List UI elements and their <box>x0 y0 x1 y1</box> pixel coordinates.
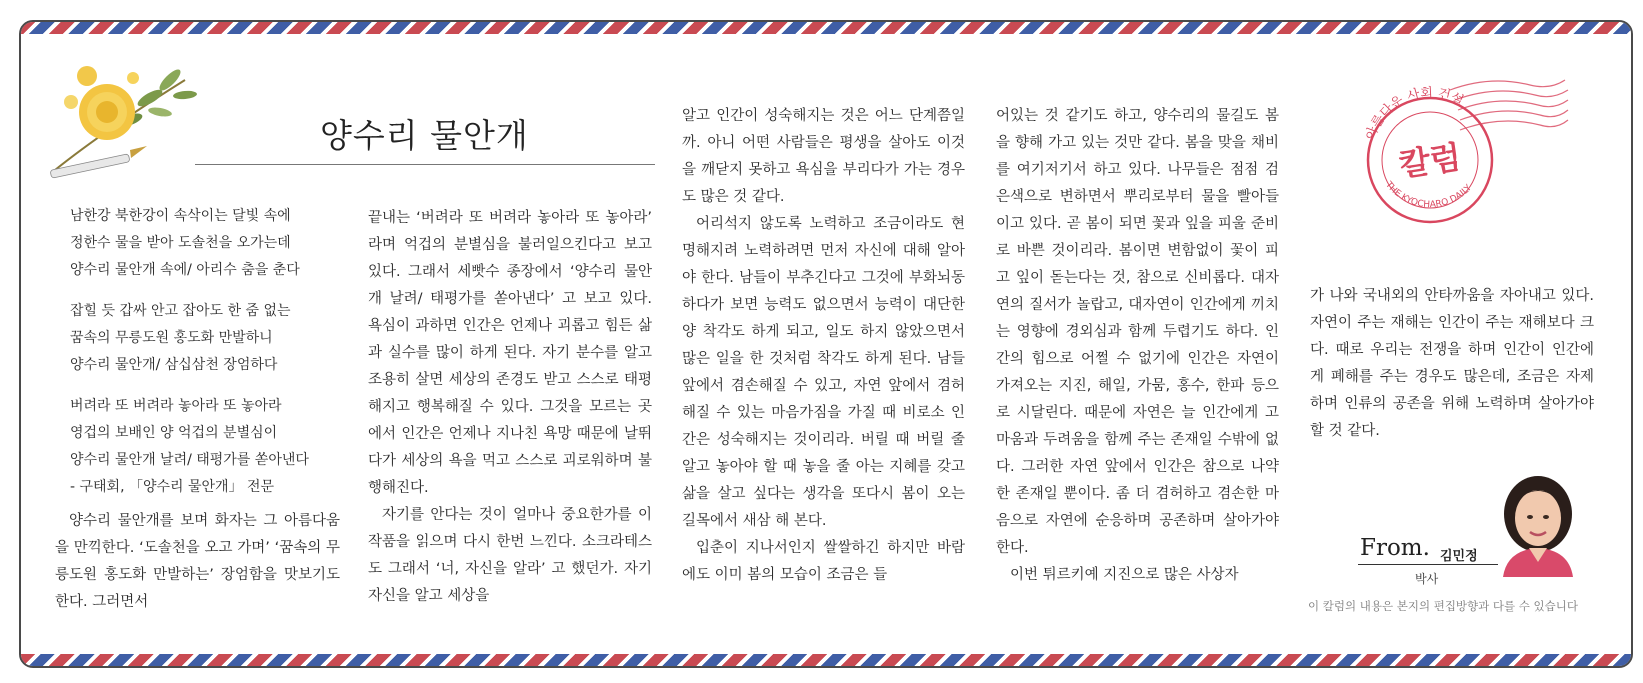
author-name: 김민정 <box>1440 549 1478 564</box>
article-column-2 <box>368 205 652 610</box>
poem-block <box>70 203 340 515</box>
body-paragraph: 끝내는 ‘버려라 또 버려라 놓아라 또 놓아라’ 라며 억겁의 분별심을 불러일으킨다고 보고 있다. 그래서 세빳수 종장에서 ‘양수리 물안개 날려/ 태평가를 쏟아낸다’ 고 보고 있다. 욕심이 과하면 인간은 언제나 괴롭고 힘든 삶과 실수를 많이 하게 된다. 자기 분수를 알고 조용히 살면 세상의 존경도 받고 스스로 태평해지고 행복해질 수 있다. 그것을 모르는 곳에서 인간은 언제나 지나친 욕망 때문에 날뛰다가 세상의 욕을 먹고 스스로 괴로워하며 불행해진다. <box>368 210 652 496</box>
body-paragraph: 알고 인간이 성숙해지는 것은 어느 단계쯤일까. 아니 어떤 사람들은 평생을 살아도 이것을 깨닫지 못하고 욕심을 부리다가 가는 경우도 많은 것 같다. <box>682 108 965 205</box>
poem-stanza <box>70 393 340 501</box>
body-paragraph: 어리석지 않도록 노력하고 조금이라도 현명해지려 노력하려면 먼저 자신에 대해 알아야 한다. 남들이 부추긴다고 그것에 부화뇌동하다가 보면 능력도 없으면서 능력이 대단한 양 착각도 하게 되고, 일도 하지 않았으면서 많은 일을 한 것처럼 착각도 하게 된다. 남들 앞에서 겸손해질 수 있고, 자연 앞에서 겸허해질 수 있는 마음가짐을 가질 때 비로소 인간은 성숙해지는 것이리라. 버릴 때 버릴 줄 알고 놓아야 할 때 놓을 줄 아는 지혜를 갖고 삶을 살고 싶다는 생각을 또다시 봄이 오는 길목에서 새삼 해 본다. <box>682 216 965 529</box>
poem-line: 꿈속의 무릉도원 홍도화 만발하니 <box>70 330 273 346</box>
body-paragraph: 이번 튀르키예 지진으로 많은 사상자 <box>1010 567 1239 583</box>
flower-pen-illustration <box>35 50 205 185</box>
poem-line: 남한강 북한강이 속삭이는 달빛 속에 <box>70 208 291 224</box>
stamp-arc-top: 아름다운 사회 건설 <box>1363 85 1466 142</box>
byline-rule <box>1358 564 1498 565</box>
article-column-3 <box>682 103 965 589</box>
poem-line: 버려라 또 버려라 놓아라 또 놓아라 <box>70 398 282 414</box>
article-column-4 <box>996 103 1279 589</box>
from-label: From. <box>1360 535 1430 561</box>
title-underline <box>195 164 655 165</box>
editorial-disclaimer: 이 칼럼의 내용은 본지의 편집방향과 다를 수 있습니다 <box>1308 599 1578 613</box>
poem-line: 양수리 물안개/ 삼십삼천 장엄하다 <box>70 357 278 373</box>
body-paragraph: 양수리 물안개를 보며 화자는 그 아름다움을 만끽한다. ‘도솔천을 오고 가며’ ‘꿈속의 무릉도원 홍도화 만발하는’ 장엄함을 맛보기도 한다. 그러면서 <box>55 513 340 610</box>
poem-stanza <box>70 203 340 284</box>
poem-line: 양수리 물안개 날려/ 태평가를 쏟아낸다 <box>70 452 309 468</box>
poem-source: - 구태회, 「양수리 물안개」 전문 <box>70 479 275 495</box>
poem-line: 잡힐 듯 갑싸 안고 잡아도 한 줌 없는 <box>70 303 291 319</box>
poem-stanza <box>70 298 340 379</box>
body-paragraph: 가 나와 국내외의 안타까움을 자아내고 있다. 자연이 주는 재해는 인간이 주는 재해보다 크다. 때로 우리는 전쟁을 하며 인간이 인간에게 폐해를 주는 경우도 많은데, 조금은 자제하며 인류의 공존을 위해 노력하며 살아가야 할 것 같다. <box>1310 288 1594 439</box>
stamp-center-label: 칼럼 <box>1396 137 1464 185</box>
body-paragraph: 어있는 것 같기도 하고, 양수리의 물길도 봄을 향해 가고 있는 것만 같다. 봄을 맞을 채비를 여기저기서 하고 있다. 나무들은 점점 검은색으로 변하면서 뿌리로부터 물을 빨아들이고 있다. 곧 봄이 되면 꽃과 잎을 피울 준비로 바쁜 것이리라. 봄이면 변함없이 꽃이 피고 잎이 돋는다는 것, 참으로 신비롭다. 대자연의 질서가 놀랍고, 대자연이 인간에게 끼치는 영향에 경외심과 함께 두렵기도 하다. 인간의 힘으로 어쩔 수 없기에 인간은 자연이 가져오는 지진, 해일, 가뭄, 홍수, 한파 등으로 시달린다. 때문에 자연은 늘 인간에게 고마움과 두려움을 함께 주는 존재일 수밖에 없다. 그러한 자연 앞에서 인간은 참으로 나약한 존재일 뿐이다. 좀 더 겸허하고 겸손한 마음으로 자연에 순응하며 공존하며 살아가야 한다. <box>996 108 1279 556</box>
author-portrait <box>1495 462 1581 577</box>
poem-line: 영겁의 보배인 양 억겁의 분별심이 <box>70 425 278 441</box>
body-paragraph: 자기를 안다는 것이 얼마나 중요한가를 이 작품을 읽으며 다시 한번 느낀다. 소크라테스도 그래서 ‘너, 자신을 알라’ 고 했던가. 자기 자신을 알고 세상을 <box>368 507 652 604</box>
airmail-stripe-bottom <box>21 654 1631 666</box>
article-title: 양수리 물안개 <box>320 116 529 155</box>
column-stamp <box>1330 60 1570 230</box>
poem-line: 양수리 물안개 속에/ 아리수 춤을 춘다 <box>70 262 300 278</box>
article-column-5 <box>1310 283 1594 445</box>
airmail-stripe-top <box>21 22 1631 34</box>
poem-line: 정한수 물을 받아 도솔천을 오가는데 <box>70 235 291 251</box>
body-paragraph: 입춘이 지나서인지 쌀쌀하긴 하지만 바람에도 이미 봄의 모습이 조금은 들 <box>682 540 965 583</box>
author-title: 박사 <box>1415 572 1439 586</box>
yellow-flower-icon <box>64 66 139 140</box>
stamp-arc-bottom: THE KYOCHARO DAILY <box>1383 180 1474 211</box>
